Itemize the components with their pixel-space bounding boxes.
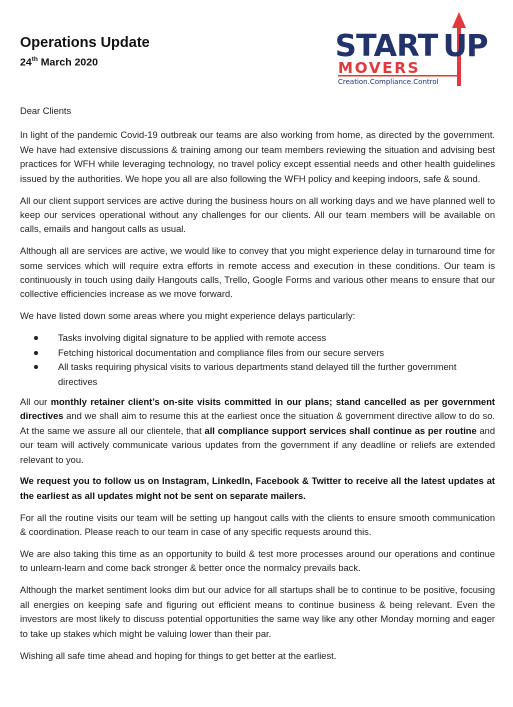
list-item: All tasks requiring physical visits to various departments stand delayed till the further government directives xyxy=(58,360,495,389)
text-span: and our team will actively communicate various updates from the government if any deadline or reliefs are extended relevant to you. xyxy=(20,425,495,465)
text-span: and we shall aim to resume this at the earliest once the situation & government directive allow to do so. At the same we assure all our clientele, that xyxy=(20,411,495,436)
bold-compliance-continue: all compliance support services shall continue as per routine xyxy=(204,425,477,436)
logo-arrow-head xyxy=(452,12,466,28)
paragraph-delays: Although all are services are active, we would like to convey that you might experience delay in turnaround time for some services which will require extra efforts in remote access and execution in these conditions. Our team is continuously in touch using daily Hangouts calls, Trello, Google Forms and various other means to ensure that our collective efficiencies increase as we move forward. xyxy=(20,246,495,300)
bold-visits-cancelled: monthly retainer client’s on-site visits committed in our plans; stand cancelled as per government directives xyxy=(20,396,495,422)
paragraph-hangout-calls: For all the routine visits our team will be setting up hangout calls with the clients to ensure smooth communication & coordination. Please reach to our team in case of any specific requests around this. xyxy=(20,512,495,538)
paragraph-closing: Wishing all safe time ahead and hoping for things to get better at the earliest. xyxy=(20,650,337,661)
letter-body xyxy=(20,104,495,670)
paragraph-onsite-visits xyxy=(20,395,495,467)
logo-word-movers: MOVERS xyxy=(338,59,421,77)
startup-movers-logo xyxy=(330,12,500,98)
paragraph-social-follow xyxy=(20,474,495,503)
paragraph-processes: We are also taking this time as an opportunity to build & test more processes around our operations and continue to unlearn-learn and come back stronger & better once the normalcy prevails back. xyxy=(20,549,495,574)
date-month-year: March 2020 xyxy=(37,56,98,69)
logo-word-start: START xyxy=(335,29,438,64)
greeting: Dear Clients xyxy=(20,106,72,116)
list-item: Fetching historical documentation and compliance files from our secure servers xyxy=(58,346,495,360)
delay-areas-list xyxy=(20,331,495,389)
paragraph-wfh: In light of the pandemic Covid-19 outbreak our teams are also working from home, as directed by the government. We have had extensive discussions & training among our team members reviewing the situation and advising best practices for WFH while leveraging technology, no travel policy except essential needs and other health guidelines issued by the authorities. We hope you all are also following the WFH policy and keeping indoors, safe & sound. xyxy=(20,130,495,184)
paragraph-market-sentiment: Although the market sentiment looks dim but our advice for all startups shall be to continue to be positive, focusing all energies on keeping safe and figuring out efficient means to continue business & being relevant. Even the investors are most likely to discuss potential opportunities the same way like any other Monday morning and eager to take up stakes which might be valuing lower than their par. xyxy=(20,585,495,639)
logo-word-up: UP xyxy=(443,29,488,64)
date-suffix: th xyxy=(31,56,38,63)
logo-tagline: Creation.Compliance.Control xyxy=(338,78,439,86)
bold-social-request: We request you to follow us on Instagram, LinkedIn, Facebook & Twitter to receive all the latest updates at the earliest as all updates might not be sent on separate mailers. xyxy=(20,476,495,501)
document-title: Operations Update xyxy=(20,35,150,51)
paragraph-support-services: All our client support services are active during the business hours on all working days and we have planned well to keep our services operational without any challenges for our clients. All our team members will be available on calls, emails and hangout calls as usual. xyxy=(20,195,495,235)
text-span: All our xyxy=(20,396,51,407)
list-item: Tasks involving digital signature to be applied with remote access xyxy=(58,331,495,345)
date-day: 24 xyxy=(20,56,32,69)
paragraph-delay-areas-intro: We have listed down some areas where you might experience delays particularly: xyxy=(20,311,356,322)
document-date xyxy=(20,56,98,69)
